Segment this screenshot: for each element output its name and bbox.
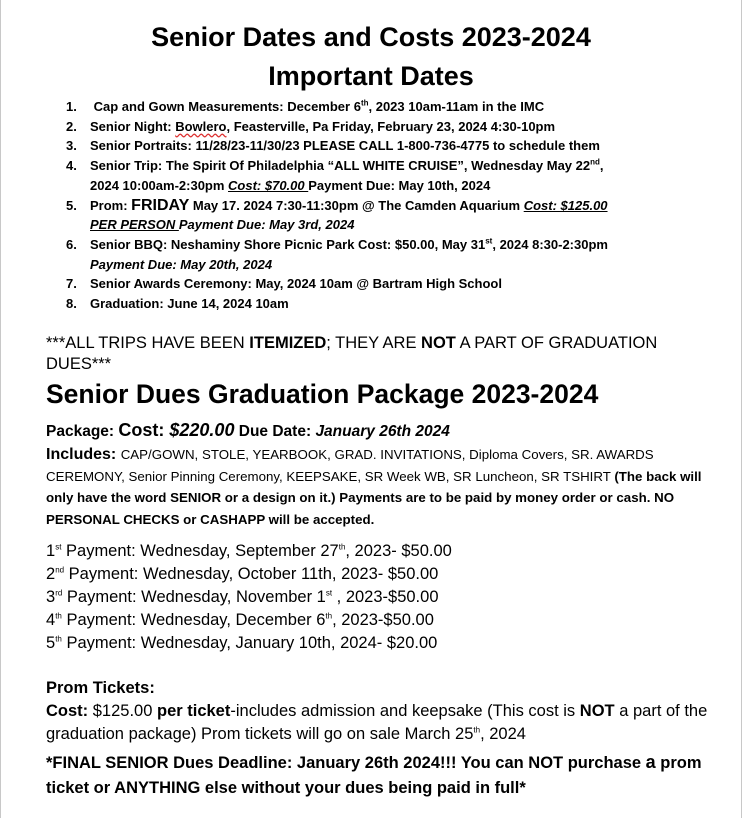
itemized-notice: ***ALL TRIPS HAVE BEEN ITEMIZED; THEY ARE NOT A PART OF GRADUATION DUES*** bbox=[46, 334, 658, 373]
package-title: Senior Dues Graduation Package 2023-2024 bbox=[46, 379, 599, 409]
list-item: 4. Senior Trip: The Spirit Of Philadelphia “ALL WHITE CRUISE”, Wednesday May 22nd, 2024 10:00am-2:30pm Cost: $70.00 Payment Due: May 10th, 2024 bbox=[66, 157, 604, 193]
list-item: 8. Graduation: June 14, 2024 10am bbox=[66, 296, 289, 312]
payment-item: 5th Payment: Wednesday, January 10th, 2024- $20.00 bbox=[46, 634, 438, 652]
list-item: 7. Senior Awards Ceremony: May, 2024 10am @ Bartram High School bbox=[66, 276, 502, 292]
list-item: 5. Prom: FRIDAY May 17. 2024 7:30-11:30pm @ The Camden Aquarium Cost: $125.00 PER PERSON Payment Due: May 3rd, 2024 bbox=[66, 196, 608, 233]
package-includes: Includes: CAP/GOWN, STOLE, YEARBOOK, GRAD. INVITATIONS, Diploma Covers, SR. AWARDS CEREMONY, Senior Pinning Ceremony, KEEPSAKE, SR Week WB, SR Luncheon, SR TSHIRT (The back will only have the word SENIOR or a design on it.) Payments are to be paid by money order or cash. NO PERSONAL CHECKS or CASHAPP will be accepted. bbox=[46, 446, 702, 527]
important-dates-list bbox=[66, 97, 710, 314]
spellcheck-word: Bowlero bbox=[175, 118, 227, 134]
page-title: Senior Dates and Costs 2023-2024 bbox=[151, 22, 591, 52]
payment-schedule bbox=[46, 540, 452, 655]
payment-item: 3rd Payment: Wednesday, November 1st , 2023-$50.00 bbox=[46, 588, 439, 606]
prom-tickets-heading: Prom Tickets: bbox=[46, 679, 155, 697]
payment-item: 2nd Payment: Wednesday, October 11th, 2023- $50.00 bbox=[46, 565, 439, 583]
list-item: 1. Cap and Gown Measurements: December 6th, 2023 10am-11am in the IMC bbox=[66, 98, 545, 114]
package-cost-line: Package: Cost: $220.00 Due Date: January 26th 2024 bbox=[46, 420, 450, 440]
payment-item: 4th Payment: Wednesday, December 6th, 2023-$50.00 bbox=[46, 611, 434, 629]
list-item: 6. Senior BBQ: Neshaminy Shore Picnic Park Cost: $50.00, May 31st, 2024 8:30-2:30pm Payment Due: May 20th, 2024 bbox=[66, 236, 608, 272]
payment-item: 1st Payment: Wednesday, September 27th, 2023- $50.00 bbox=[46, 542, 452, 560]
page-border-left bbox=[0, 0, 1, 818]
prom-tickets-section bbox=[46, 677, 716, 746]
prom-tickets-details: Cost: $125.00 per ticket-includes admission and keepsake (This cost is NOT a part of the graduation package) Prom tickets will go on sale March 25th, 2024 bbox=[46, 702, 708, 743]
section-title-important-dates: Important Dates bbox=[268, 61, 474, 91]
list-item: 2. Senior Night: Bowlero, Feasterville, Pa Friday, February 23, 2024 4:30-10pm bbox=[66, 118, 556, 134]
list-item: 3. Senior Portraits: 11/28/23-11/30/23 PLEASE CALL 1-800-736-4775 to schedule them bbox=[66, 138, 600, 154]
final-deadline-notice: *FINAL SENIOR Dues Deadline: January 26th 2024!!! You can NOT purchase a prom ticket or ANYTHING else without your dues being paid in full* bbox=[46, 752, 702, 797]
